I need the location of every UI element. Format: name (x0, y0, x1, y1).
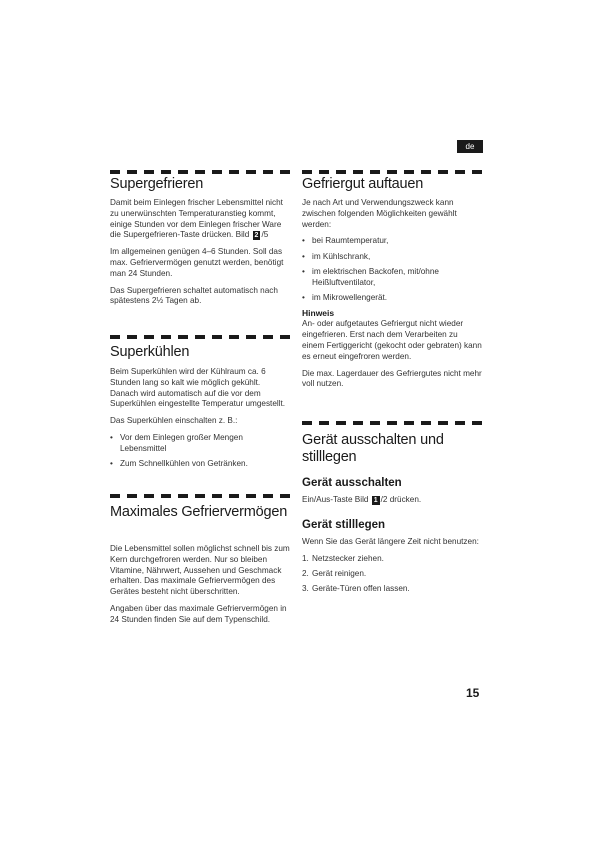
auftauen-paragraph-1: Je nach Art und Verwendungszweck kann zwischen folgenden Möglichkeiten gewählt werden: (302, 198, 457, 229)
subsection-title-geraet-ausschalten: Gerät ausschalten (302, 477, 402, 489)
superkuehlen-paragraph-1: Beim Superkühlen wird der Kühlraum ca. 6 Stunden lang so kalt wie möglich gekühlt. Danach wird automatisch auf die vor dem Superkühlen eingestellte Temperatur umgestellt. (110, 367, 286, 409)
section-divider (110, 170, 290, 174)
hinweis-paragraph-2: Die max. Lagerdauer des Gefriergutes nicht mehr voll nutzen. (302, 368, 482, 389)
list-item: 3. Geräte-Türen offen lassen. (302, 584, 410, 594)
section-title-supergefrieren: Supergefrieren (110, 176, 204, 192)
hinweis-paragraph-1: An- oder aufgetautes Gefriergut nicht wieder eingefrieren. Erst nach dem Verarbeiten zu einem Fertiggericht (gekocht oder gebraten) kann es erneut eingefroren werden. (302, 319, 482, 361)
language-badge: de (457, 140, 483, 153)
list-item: • Zum Schnellkühlen von Getränken. (110, 459, 290, 470)
superkuehlen-paragraph-2: Das Superkühlen einschalten z. B.: (110, 416, 238, 426)
list-item: 1. Netzstecker ziehen. (302, 553, 384, 563)
supergefrieren-paragraph-3: Das Supergefrieren schaltet automatisch nach spätestens 2½ Tagen ab. (110, 285, 278, 306)
section-title-gefriergut-auftauen: Gefriergut auftauen (302, 176, 424, 192)
auftauen-list (302, 236, 482, 303)
figure-reference: 1 (373, 497, 378, 504)
list-item: • im Kühlschrank, (302, 252, 482, 263)
subsection-title-geraet-stilllegen: Gerät stilllegen (302, 518, 386, 531)
list-item: • Vor dem Einlegen großer Mengen Lebensmittel (110, 433, 290, 455)
ausschalten-paragraph: Ein/Aus-Taste Bild 1 /2 drücken. (302, 495, 422, 504)
section-title-superkuehlen: Superkühlen (110, 344, 190, 360)
list-item: • bei Raumtemperatur, (302, 236, 482, 247)
stilllegen-paragraph: Wenn Sie das Gerät längere Zeit nicht benutzen: (302, 536, 479, 546)
section-divider (110, 335, 290, 339)
figure-reference: 2 (254, 232, 259, 240)
supergefrieren-paragraph-1: Damit beim Einlegen frischer Lebensmittel nicht zu unerwünschten Temperaturanstieg kommt, einige Stunden vor dem Einlegen frischer Ware die Supergefrieren-Taste drücken. Bild 2 /5 (110, 198, 283, 240)
section-title-maximales-gefriervermoegen: Maximales Gefriervermögen (110, 504, 288, 520)
page-number: 15 (466, 686, 480, 700)
section-divider (302, 170, 482, 174)
section-title-geraet-ausschalten-und-stilllegen: Gerät ausschalten und stilllegen (302, 432, 444, 465)
maximales-paragraph-2: Angaben über das maximale Gefriervermögen in 24 Stunden finden Sie auf dem Typenschild. (110, 603, 287, 624)
list-item: 2. Gerät reinigen. (302, 568, 367, 578)
section-divider (302, 421, 482, 425)
stilllegen-steps (302, 554, 482, 595)
list-item: • im Mikrowellengerät. (302, 293, 482, 304)
maximales-paragraph-1: Die Lebensmittel sollen möglichst schnell bis zum Kern durchgefroren werden. Nur so bleiben Vitamine, Nährwert, Aussehen und Geschmack erhalten. Das maximale Gefriervermögen des Gerätes besteht nicht überschritten. (110, 544, 290, 597)
section-divider (110, 494, 290, 498)
supergefrieren-paragraph-2: Im allgemeinen genügen 4–6 Stunden. Soll das max. Gefriervermögen genutzt werden, benötigt man 24 Stunden. (110, 247, 284, 278)
hinweis-title: Hinweis (302, 308, 335, 319)
list-item: • im elektrischen Backofen, mit/ohne Heißluftventilator, (302, 267, 482, 289)
superkuehlen-list (110, 433, 290, 470)
